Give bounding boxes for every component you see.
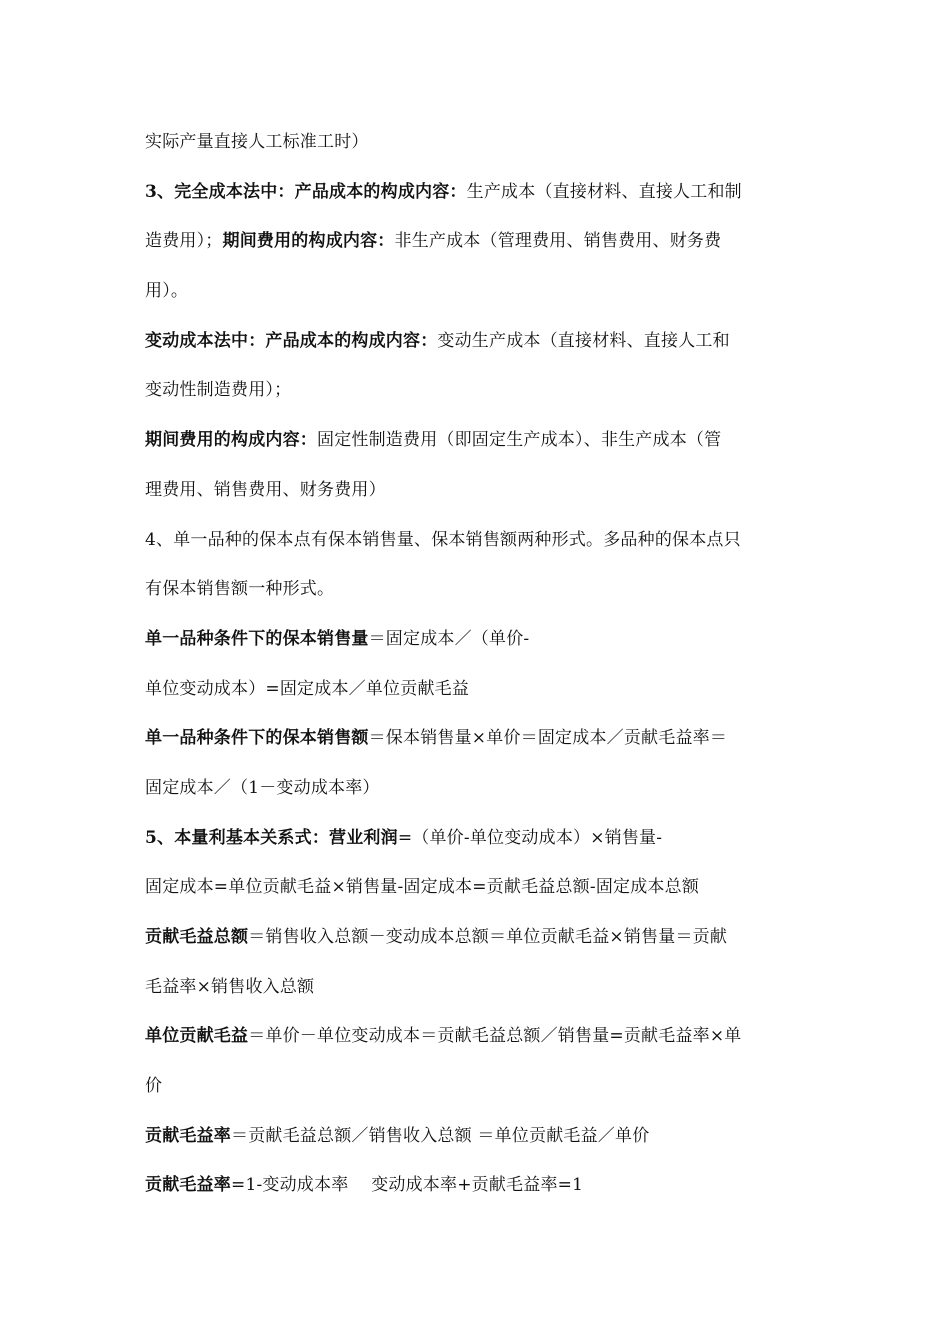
bold-term: 单一品种条件下的保本销售额: [145, 728, 369, 749]
text-line-12: [145, 675, 815, 703]
bold-term: 贡献毛益率: [145, 1125, 231, 1146]
bold-term: 贡献毛益总额: [145, 927, 249, 947]
bold-term: 3、完全成本法中：产品成本的构成内容：: [145, 181, 467, 202]
text-line-20: [145, 1072, 815, 1100]
text-segment: 毛益率×销售收入总额: [145, 976, 315, 997]
text-segment: 4、单一品种的保本点有保本销售量、保本销售额两种形式。多品种的保本点只: [145, 529, 741, 550]
text-line-9: [145, 526, 815, 554]
text-segment: 变动性制造费用）；: [145, 380, 292, 401]
bold-term: 期间费用的构成内容：: [222, 231, 395, 252]
text-line-6: [145, 376, 815, 404]
text-segment: 理费用、销售费用、财务费用）: [145, 479, 386, 500]
text-segment: ＝固定成本／（单价-: [368, 628, 530, 649]
text-segment: 生产成本（直接材料、直接人工和制: [466, 181, 742, 202]
text-segment: 用）。: [145, 281, 189, 302]
bold-term: 5、本量利基本关系式：营业利润: [145, 827, 398, 848]
text-segment: 造费用）；: [145, 231, 223, 252]
text-line-7: [145, 426, 815, 454]
text-line-8: [145, 476, 815, 504]
text-line-21: [145, 1122, 815, 1150]
text-segment: 价: [145, 1076, 163, 1097]
text-segment: ＝销售收入总额－变动成本总额＝单位贡献毛益×销售量＝贡献: [248, 927, 728, 947]
text-segment: 变动生产成本（直接材料、直接人工和: [437, 330, 730, 351]
text-segment: ＝单价－单位变动成本＝贡献毛益总额／销售量=贡献毛益率×单: [248, 1026, 742, 1047]
text-line-14: [145, 774, 815, 802]
text-segment: ＝贡献毛益总额／销售收入总额 ＝单位贡献毛益／单价: [231, 1125, 650, 1146]
text-segment: 实际产量直接人工标准工时）: [145, 132, 369, 152]
text-line-11: [145, 625, 815, 653]
text-line-2: [145, 178, 815, 206]
text-line-19: [145, 1022, 815, 1050]
text-line-18: [145, 973, 815, 1001]
bold-term: 贡献毛益率: [145, 1175, 231, 1196]
document-body: [145, 128, 815, 1221]
text-segment: 固定成本／（1－变动成本率）: [145, 777, 380, 798]
text-line-13: [145, 724, 815, 752]
bold-term: 期间费用的构成内容：: [145, 430, 317, 451]
text-line-1: [145, 128, 815, 156]
text-segment: 非生产成本（管理费用、销售费用、财务费: [394, 231, 722, 252]
bold-term: 单位贡献毛益: [145, 1026, 249, 1047]
text-segment: 固定性制造费用（即固定生产成本）、非生产成本（管: [317, 430, 722, 451]
text-segment: 有保本销售额一种形式。: [145, 579, 335, 600]
text-segment: =1-变动成本率 变动成本率+贡献毛益率=1: [231, 1175, 584, 1196]
text-segment: ＝保本销售量×单价＝固定成本／贡献毛益率＝: [368, 728, 728, 749]
text-line-3: [145, 227, 815, 255]
text-line-22: [145, 1171, 815, 1199]
text-line-5: [145, 327, 815, 355]
text-line-10: [145, 575, 815, 603]
text-segment: 固定成本=单位贡献毛益×销售量-固定成本=贡献毛益总额-固定成本总额: [145, 877, 700, 898]
text-line-16: [145, 873, 815, 901]
text-line-4: [145, 277, 815, 305]
text-segment: 单位变动成本）=固定成本／单位贡献毛益: [145, 678, 470, 699]
bold-term: 变动成本法中：产品成本的构成内容：: [145, 330, 438, 351]
text-line-15: [145, 824, 815, 852]
text-segment: =（单价-单位变动成本）×销售量-: [397, 827, 663, 848]
bold-term: 单一品种条件下的保本销售量: [145, 628, 369, 649]
text-line-17: [145, 923, 815, 951]
